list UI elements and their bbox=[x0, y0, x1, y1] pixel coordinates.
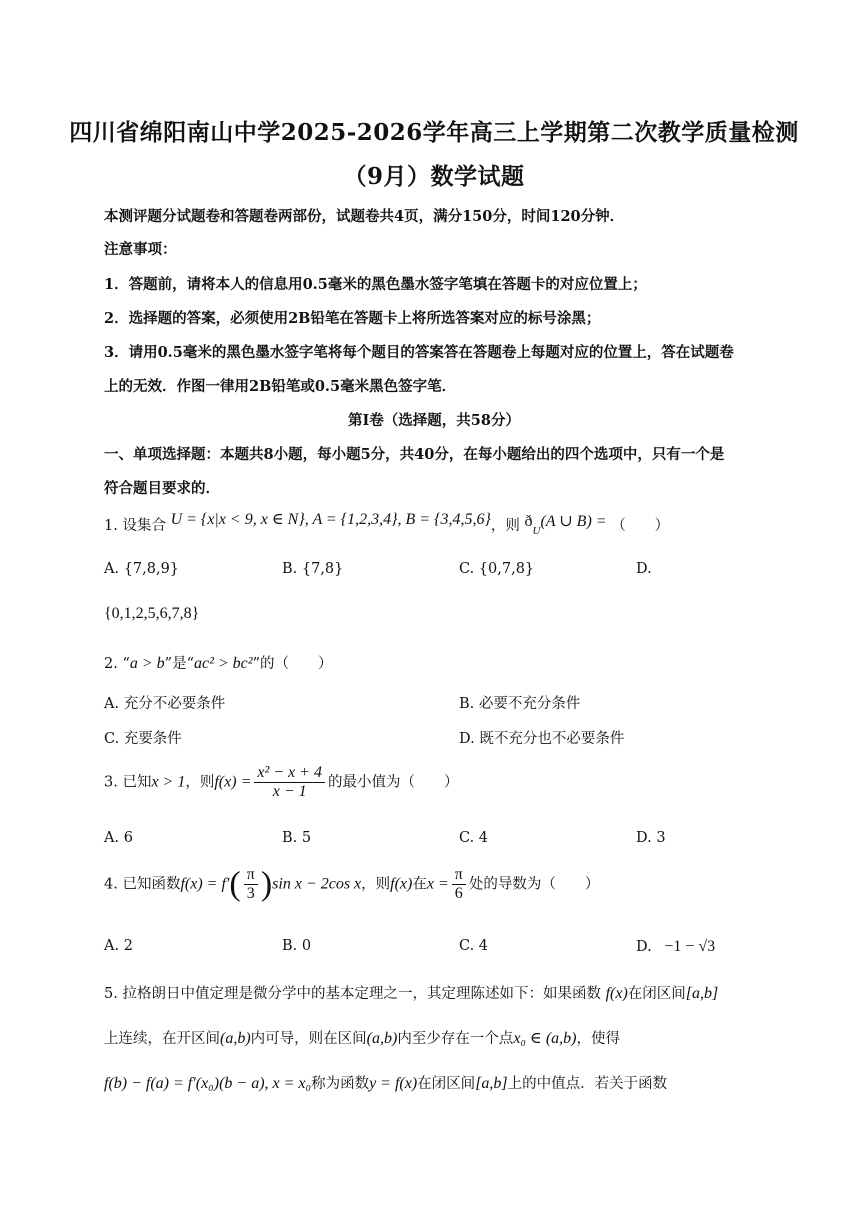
q4-rest: sin x − 2cos x bbox=[272, 875, 362, 893]
q5-line2-text-d: ，使得 bbox=[576, 1031, 620, 1047]
q3-numerator: x² − x + 4 bbox=[254, 764, 325, 783]
q5-line3-text-b: 在闭区间 bbox=[417, 1076, 476, 1092]
q4-option-c: C. 4 bbox=[459, 938, 489, 954]
q1-expr: (A ∪ B) = bbox=[540, 513, 607, 530]
q2-option-c: C. 充要条件 bbox=[104, 731, 182, 747]
question-5-line2 bbox=[104, 1027, 620, 1048]
q4-fraction-pi-3 bbox=[244, 866, 258, 903]
q3-fx: f(x) = bbox=[214, 773, 252, 791]
q2-option-d: D. 既不充分也不必要条件 bbox=[459, 731, 625, 747]
q4-option-d-value: −1 − √3 bbox=[664, 938, 716, 955]
q3-prefix: 3. 已知 bbox=[104, 774, 152, 791]
q5-line3-text: 称为函数 bbox=[311, 1076, 370, 1092]
q1-mid: ，则 bbox=[490, 518, 520, 534]
q1-prefix: 1. 设集合 bbox=[104, 518, 166, 534]
q4-mid: ，则 bbox=[361, 876, 391, 893]
q5-line1-text-b: 在闭区间 bbox=[627, 986, 686, 1002]
q1-option-d: D. bbox=[636, 561, 652, 577]
q3-mid: ，则 bbox=[185, 774, 215, 791]
q4-fraction-pi-6 bbox=[452, 866, 466, 903]
q5-line1-fx: f(x) bbox=[605, 985, 628, 1002]
q1-option-a: A. {7,8,9} bbox=[104, 561, 180, 577]
question-5-line1 bbox=[104, 982, 718, 1003]
section-title: 第Ⅰ卷（选择题，共58分） bbox=[348, 412, 520, 429]
intro-text: 本测评题分试题卷和答题卷两部份，试题卷共4页，满分150分，时间120分钟． bbox=[104, 208, 625, 225]
q3-suffix: 的最小值为（ ） bbox=[327, 774, 459, 791]
q4-prefix: 4. 已知函数 bbox=[104, 876, 181, 893]
q1-complement-sub: U bbox=[532, 524, 541, 537]
q3-fraction bbox=[254, 764, 325, 801]
exam-title-line1: 四川省绵阳南山中学2025-2026学年高三上学期第二次教学质量检测 bbox=[69, 119, 799, 146]
q5-line2-x0: x₀ ∈ (a,b) bbox=[513, 1030, 577, 1047]
q4-paren-right: ) bbox=[260, 865, 273, 903]
q5-line1-ab: [a,b] bbox=[685, 985, 719, 1002]
notice-heading: 注意事项： bbox=[104, 241, 177, 258]
q2-cond-a: a > b bbox=[129, 655, 165, 672]
q4-option-d-label: D. bbox=[636, 939, 652, 955]
question-1 bbox=[104, 511, 670, 537]
q4-fx2: f(x) bbox=[390, 875, 413, 893]
q5-line3-ab: [a,b] bbox=[475, 1075, 508, 1092]
question-5-line3 bbox=[104, 1072, 667, 1093]
q3-option-a: A. 6 bbox=[104, 830, 133, 846]
q5-line2-ab: (a,b) bbox=[220, 1030, 251, 1047]
q4-pi-den3: 3 bbox=[246, 885, 255, 902]
q4-pi-num-b: π bbox=[452, 866, 466, 885]
q5-line1-text: 5. 拉格朗日中值定理是微分学中的基本定理之一，其定理陈述如下：如果函数 bbox=[104, 986, 601, 1002]
notice-3: 3．请用0.5毫米的黑色墨水签字笔将每个题目的答案答在答题卷上每题对应的位置上，答在试题卷 bbox=[104, 344, 734, 361]
q5-line2-ab2: (a,b) bbox=[366, 1030, 398, 1047]
q5-line2-text: 上连续，在开区间 bbox=[104, 1031, 220, 1047]
q1-option-c: C. {0,7,8} bbox=[459, 561, 535, 577]
q1-option-d-value: {0,1,2,5,6,7,8} bbox=[104, 605, 200, 622]
q2-option-b: B. 必要不充分条件 bbox=[459, 696, 581, 712]
q3-option-b: B. 5 bbox=[282, 830, 312, 846]
q5-line3-eq: f(b) − f(a) = f′(x₀)(b − a), x = x₀ bbox=[104, 1075, 312, 1092]
q3-denominator: x − 1 bbox=[272, 783, 307, 800]
q4-mid2: 在 bbox=[412, 876, 427, 893]
q2-option-a: A. 充分不必要条件 bbox=[104, 696, 226, 712]
q3-option-c: C. 4 bbox=[459, 830, 489, 846]
q4-fx: f(x) = f′ bbox=[180, 875, 230, 893]
q4-pi-den6: 6 bbox=[454, 885, 463, 902]
question-3 bbox=[104, 764, 458, 801]
q4-xeq: x = bbox=[426, 875, 449, 893]
q5-line3-y: y = f(x) bbox=[369, 1075, 418, 1092]
q1-sets: U = {x|x < 9, x ∈ N}, A = {1,2,3,4}, B = {3,4,5,6} bbox=[170, 511, 491, 528]
notice-2: 2．选择题的答案，必须使用2B铅笔在答题卡上将所选答案对应的标号涂黑； bbox=[104, 310, 601, 327]
q2-suffix: ”的（ ） bbox=[252, 656, 333, 672]
q1-complement-symbol: ð bbox=[524, 513, 533, 530]
question-2 bbox=[104, 652, 333, 673]
q4-suffix: 处的导数为（ ） bbox=[468, 876, 600, 893]
q4-option-b: B. 0 bbox=[282, 938, 312, 954]
q2-mid: ”是“ bbox=[164, 656, 194, 672]
q5-line2-text-c: 内至少存在一个点 bbox=[397, 1031, 514, 1047]
q4-paren-left: ( bbox=[229, 865, 241, 903]
q2-prefix: 2. “ bbox=[104, 656, 130, 672]
q3-cond: x > 1 bbox=[151, 773, 186, 791]
q4-option-a: A. 2 bbox=[104, 938, 133, 954]
q3-option-d: D. 3 bbox=[636, 830, 666, 846]
notice-1: 1．答题前，请将本人的信息用0.5毫米的黑色墨水签字笔填在答题卡的对应位置上； bbox=[104, 276, 647, 293]
q4-option-d bbox=[636, 938, 715, 956]
exam-title-line2: （9月）数学试题 bbox=[343, 163, 525, 190]
notice-3-cont: 上的无效．作图一律用2B铅笔或0.5毫米黑色签字笔． bbox=[104, 378, 457, 395]
q5-line3-text-c: 上的中值点．若关于函数 bbox=[507, 1076, 668, 1092]
question-4 bbox=[104, 866, 599, 903]
q2-cond-b: ac² > bc² bbox=[193, 655, 253, 672]
part1-instructions: 一、单项选择题：本题共8小题，每小题5分，共40分，在每小题给出的四个选项中，只有一个是 bbox=[104, 446, 725, 463]
q1-option-b: B. {7,8} bbox=[282, 561, 344, 577]
part1-instructions-cont: 符合题目要求的． bbox=[104, 480, 220, 497]
q1-blank: （ ） bbox=[611, 518, 670, 534]
q5-line2-text-b: 内可导，则在区间 bbox=[250, 1031, 367, 1047]
q4-pi-num: π bbox=[244, 866, 258, 885]
